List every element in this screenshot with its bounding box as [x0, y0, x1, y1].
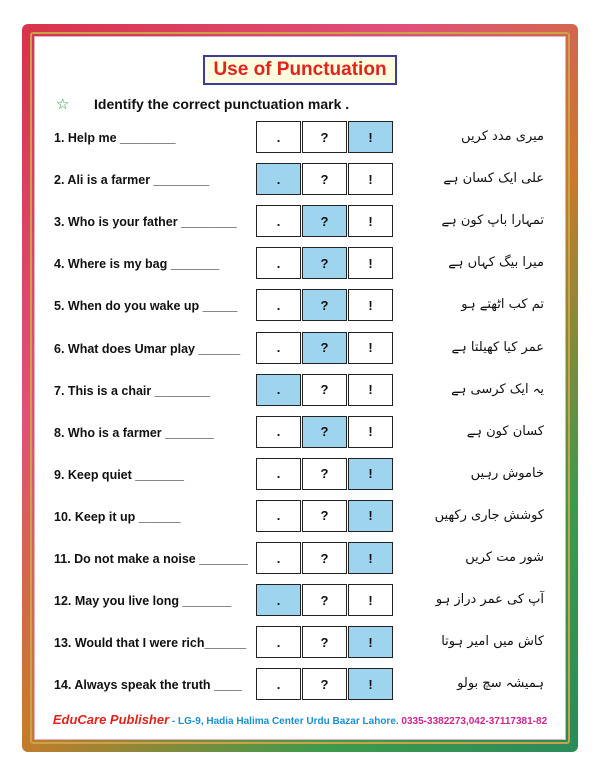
question-row: [54, 163, 548, 197]
question-text: 13. Would that I were rich______: [54, 636, 247, 651]
option-period-box[interactable]: .: [256, 584, 301, 616]
option-exclamation-box[interactable]: !: [348, 458, 393, 490]
question-row: [54, 121, 548, 155]
option-question-box[interactable]: ?: [302, 626, 347, 658]
urdu-translation: خاموش رہیں: [470, 465, 544, 481]
answer-options: [256, 163, 394, 195]
option-period-box[interactable]: .: [256, 500, 301, 532]
option-period-box[interactable]: .: [256, 332, 301, 364]
option-exclamation-box[interactable]: !: [348, 289, 393, 321]
answer-options: [256, 247, 394, 279]
question-text: 4. Where is my bag _______: [54, 257, 220, 272]
answer-options: [256, 668, 394, 700]
option-exclamation-box[interactable]: !: [348, 205, 393, 237]
question-row: [54, 289, 548, 323]
question-row: [54, 542, 548, 576]
question-text: 8. Who is a farmer _______: [54, 425, 214, 440]
option-exclamation-box[interactable]: !: [348, 374, 393, 406]
page-title: Use of Punctuation: [213, 59, 387, 80]
answer-options: [256, 205, 394, 237]
answer-options: [256, 121, 394, 153]
question-row: [54, 500, 548, 534]
question-text: 12. May you live long _______: [54, 594, 232, 609]
answer-options: [256, 542, 394, 574]
option-period-box[interactable]: .: [256, 247, 301, 279]
question-row: [54, 668, 548, 702]
option-question-box[interactable]: ?: [302, 500, 347, 532]
option-exclamation-box[interactable]: !: [348, 163, 393, 195]
option-period-box[interactable]: .: [256, 205, 301, 237]
instruction-line: [56, 94, 349, 114]
question-row: [54, 458, 548, 492]
question-text: 5. When do you wake up _____: [54, 299, 238, 314]
answer-options: [256, 416, 394, 448]
option-exclamation-box[interactable]: !: [348, 668, 393, 700]
publisher-phones: 0335-3382273,042-37117381-82: [398, 716, 548, 727]
question-row: [54, 374, 548, 408]
option-question-box[interactable]: ?: [302, 668, 347, 700]
question-text: 11. Do not make a noise _______: [54, 552, 248, 566]
option-exclamation-box[interactable]: !: [348, 332, 393, 364]
question-text: 6. What does Umar play ______: [54, 341, 241, 356]
option-period-box[interactable]: .: [256, 163, 301, 195]
option-question-box[interactable]: ?: [302, 374, 347, 406]
option-question-box[interactable]: ?: [302, 205, 347, 237]
urdu-translation: کوشش جاری رکھیں: [434, 507, 544, 523]
answer-options: [256, 626, 394, 658]
question-text: 1. Help me ________: [54, 131, 176, 145]
question-row: [54, 205, 548, 239]
answer-options: [256, 289, 394, 321]
urdu-translation: آپ کی عمر دراز ہو: [435, 592, 544, 608]
option-exclamation-box[interactable]: !: [348, 584, 393, 616]
urdu-translation: تمہارا باپ کون ہے: [441, 213, 544, 229]
urdu-translation: میرا بیگ کہاں ہے: [448, 255, 544, 271]
option-question-box[interactable]: ?: [302, 332, 347, 364]
option-period-box[interactable]: .: [256, 289, 301, 321]
instruction-text: Identify the correct punctuation mark .: [94, 96, 350, 112]
answer-options: [256, 458, 394, 490]
urdu-translation: کاش میں امیر ہوتا: [441, 634, 544, 650]
publisher-address: - LG-9, Hadia Halima Center Urdu Bazar Lahore.: [169, 716, 399, 727]
question-row: [54, 416, 548, 450]
option-question-box[interactable]: ?: [302, 584, 347, 616]
option-exclamation-box[interactable]: !: [348, 500, 393, 532]
option-period-box[interactable]: .: [256, 374, 301, 406]
option-question-box[interactable]: ?: [302, 247, 347, 279]
question-text: 14. Always speak the truth ____: [54, 678, 242, 693]
answer-options: [256, 374, 394, 406]
urdu-translation: عمر کیا کھیلتا ہے: [451, 339, 544, 355]
option-period-box[interactable]: .: [256, 626, 301, 658]
option-period-box[interactable]: .: [256, 542, 301, 574]
question-text: 2. Ali is a farmer ________: [54, 173, 210, 188]
urdu-translation: ہمیشہ سچ بولو: [457, 676, 544, 692]
question-row: [54, 247, 548, 281]
question-text: 7. This is a chair ________: [54, 383, 211, 398]
urdu-translation: علی ایک کسان ہے: [443, 171, 544, 187]
option-exclamation-box[interactable]: !: [348, 121, 393, 153]
option-period-box[interactable]: .: [256, 416, 301, 448]
option-period-box[interactable]: .: [256, 121, 301, 153]
option-question-box[interactable]: ?: [302, 121, 347, 153]
urdu-translation: کسان کون ہے: [466, 423, 544, 439]
answer-options: [256, 500, 394, 532]
answer-options: [256, 332, 394, 364]
option-period-box[interactable]: .: [256, 458, 301, 490]
option-exclamation-box[interactable]: !: [348, 416, 393, 448]
option-period-box[interactable]: .: [256, 668, 301, 700]
footer: [0, 711, 600, 729]
question-text: 3. Who is your father ________: [54, 215, 237, 230]
option-question-box[interactable]: ?: [302, 458, 347, 490]
question-text: 10. Keep it up ______: [54, 509, 181, 524]
option-exclamation-box[interactable]: !: [348, 247, 393, 279]
question-row: [54, 332, 548, 366]
title-box: [203, 55, 397, 85]
urdu-translation: یہ ایک کرسی ہے: [451, 381, 544, 397]
option-question-box[interactable]: ?: [302, 163, 347, 195]
urdu-translation: میری مدد کریں: [461, 129, 544, 144]
urdu-translation: تم کب اٹھتے ہو: [461, 297, 544, 313]
question-row: [54, 626, 548, 660]
option-exclamation-box[interactable]: !: [348, 626, 393, 658]
question-row: [54, 584, 548, 618]
option-question-box[interactable]: ?: [302, 416, 347, 448]
urdu-translation: شور مت کریں: [465, 550, 544, 565]
question-text: 9. Keep quiet _______: [54, 467, 184, 482]
option-question-box[interactable]: ?: [302, 289, 347, 321]
option-question-box[interactable]: ?: [302, 542, 347, 574]
option-exclamation-box[interactable]: !: [348, 542, 393, 574]
answer-options: [256, 584, 394, 616]
publisher-name: EduCare Publisher: [52, 712, 170, 727]
star-outline-icon: ☆: [56, 96, 70, 113]
